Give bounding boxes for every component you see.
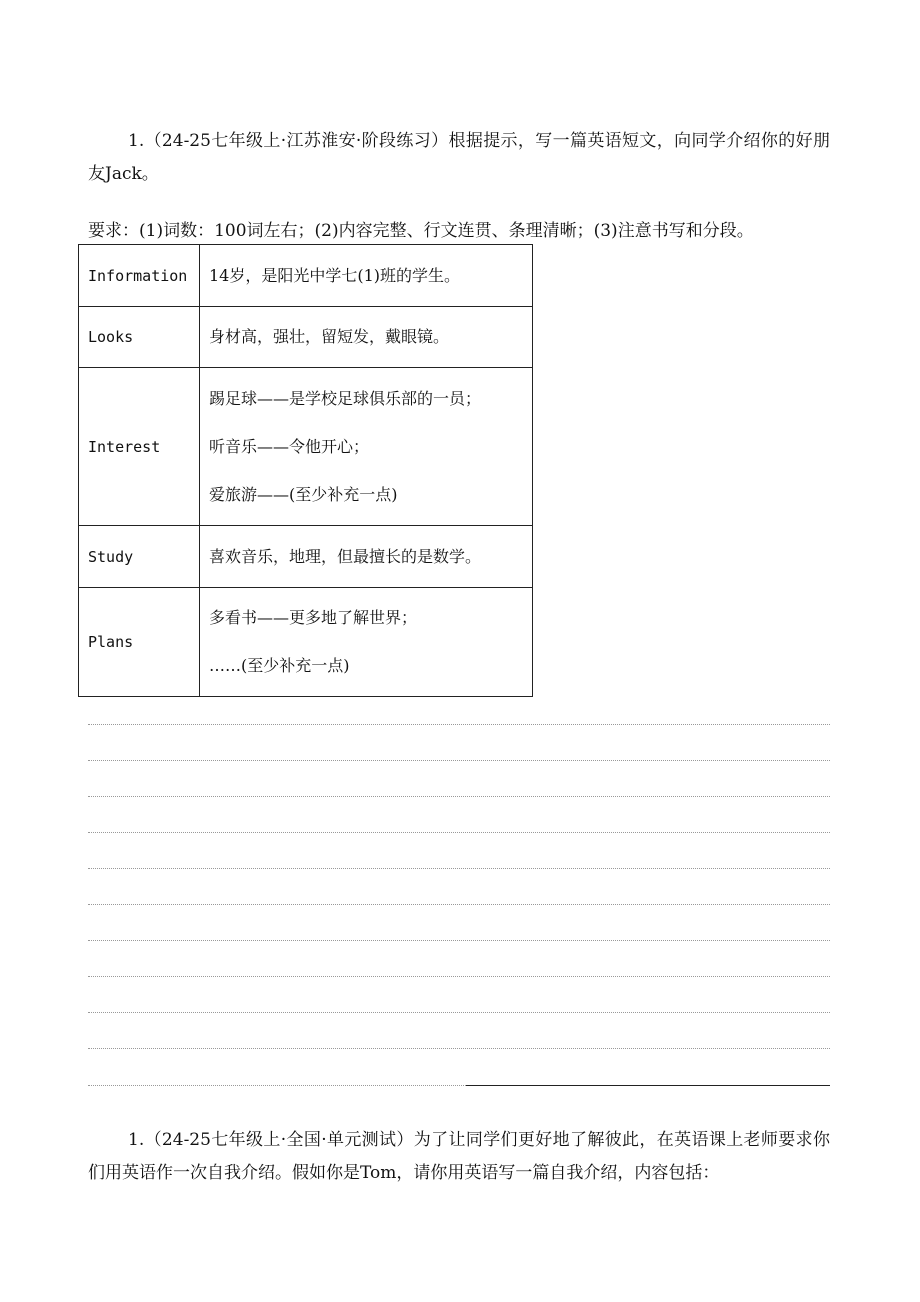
row-label: Plans <box>79 588 200 697</box>
question-2-prompt: 1.（24-25七年级上·全国·单元测试）为了让同学们更好地了解彼此，在英语课上老师要求你们用英语作一次自我介绍。假如你是Tom，请你用英语写一篇自我介绍，内容包括： <box>88 1130 830 1183</box>
row-label: Study <box>79 526 200 588</box>
row-value: 多看书——更多地了解世界； ……(至少补充一点) <box>200 588 533 697</box>
question-1-requirements: 要求：(1)词数：100词左右；(2)内容完整、行文连贯、条理清晰；(3)注意书写和分段。 <box>88 221 754 241</box>
table-row <box>79 588 533 697</box>
writing-line <box>88 796 830 797</box>
writing-line <box>88 1012 830 1013</box>
writing-line <box>88 724 830 725</box>
writing-line-end <box>466 1085 830 1086</box>
row-label: Looks <box>79 307 200 368</box>
writing-line <box>88 868 830 869</box>
row-label: Information <box>79 245 200 307</box>
row-label: Interest <box>79 368 200 526</box>
writing-line <box>88 832 830 833</box>
row-value: 喜欢音乐，地理，但最擅长的是数学。 <box>200 526 533 588</box>
table-row <box>79 307 533 368</box>
writing-line <box>88 1085 466 1086</box>
info-table <box>78 244 533 697</box>
row-value: 身材高，强壮，留短发，戴眼镜。 <box>200 307 533 368</box>
row-value: 14岁，是阳光中学七(1)班的学生。 <box>200 245 533 307</box>
table-row <box>79 526 533 588</box>
writing-line <box>88 976 830 977</box>
writing-line <box>88 904 830 905</box>
writing-line <box>88 1048 830 1049</box>
table-row <box>79 368 533 526</box>
writing-line <box>88 940 830 941</box>
row-value: 踢足球——是学校足球俱乐部的一员； 听音乐——令他开心； 爱旅游——(至少补充一点) <box>200 368 533 526</box>
table-row <box>79 245 533 307</box>
question-1-prompt: 1.（24-25七年级上·江苏淮安·阶段练习）根据提示，写一篇英语短文，向同学介绍你的好朋友Jack。 <box>88 131 830 184</box>
writing-line <box>88 760 830 761</box>
